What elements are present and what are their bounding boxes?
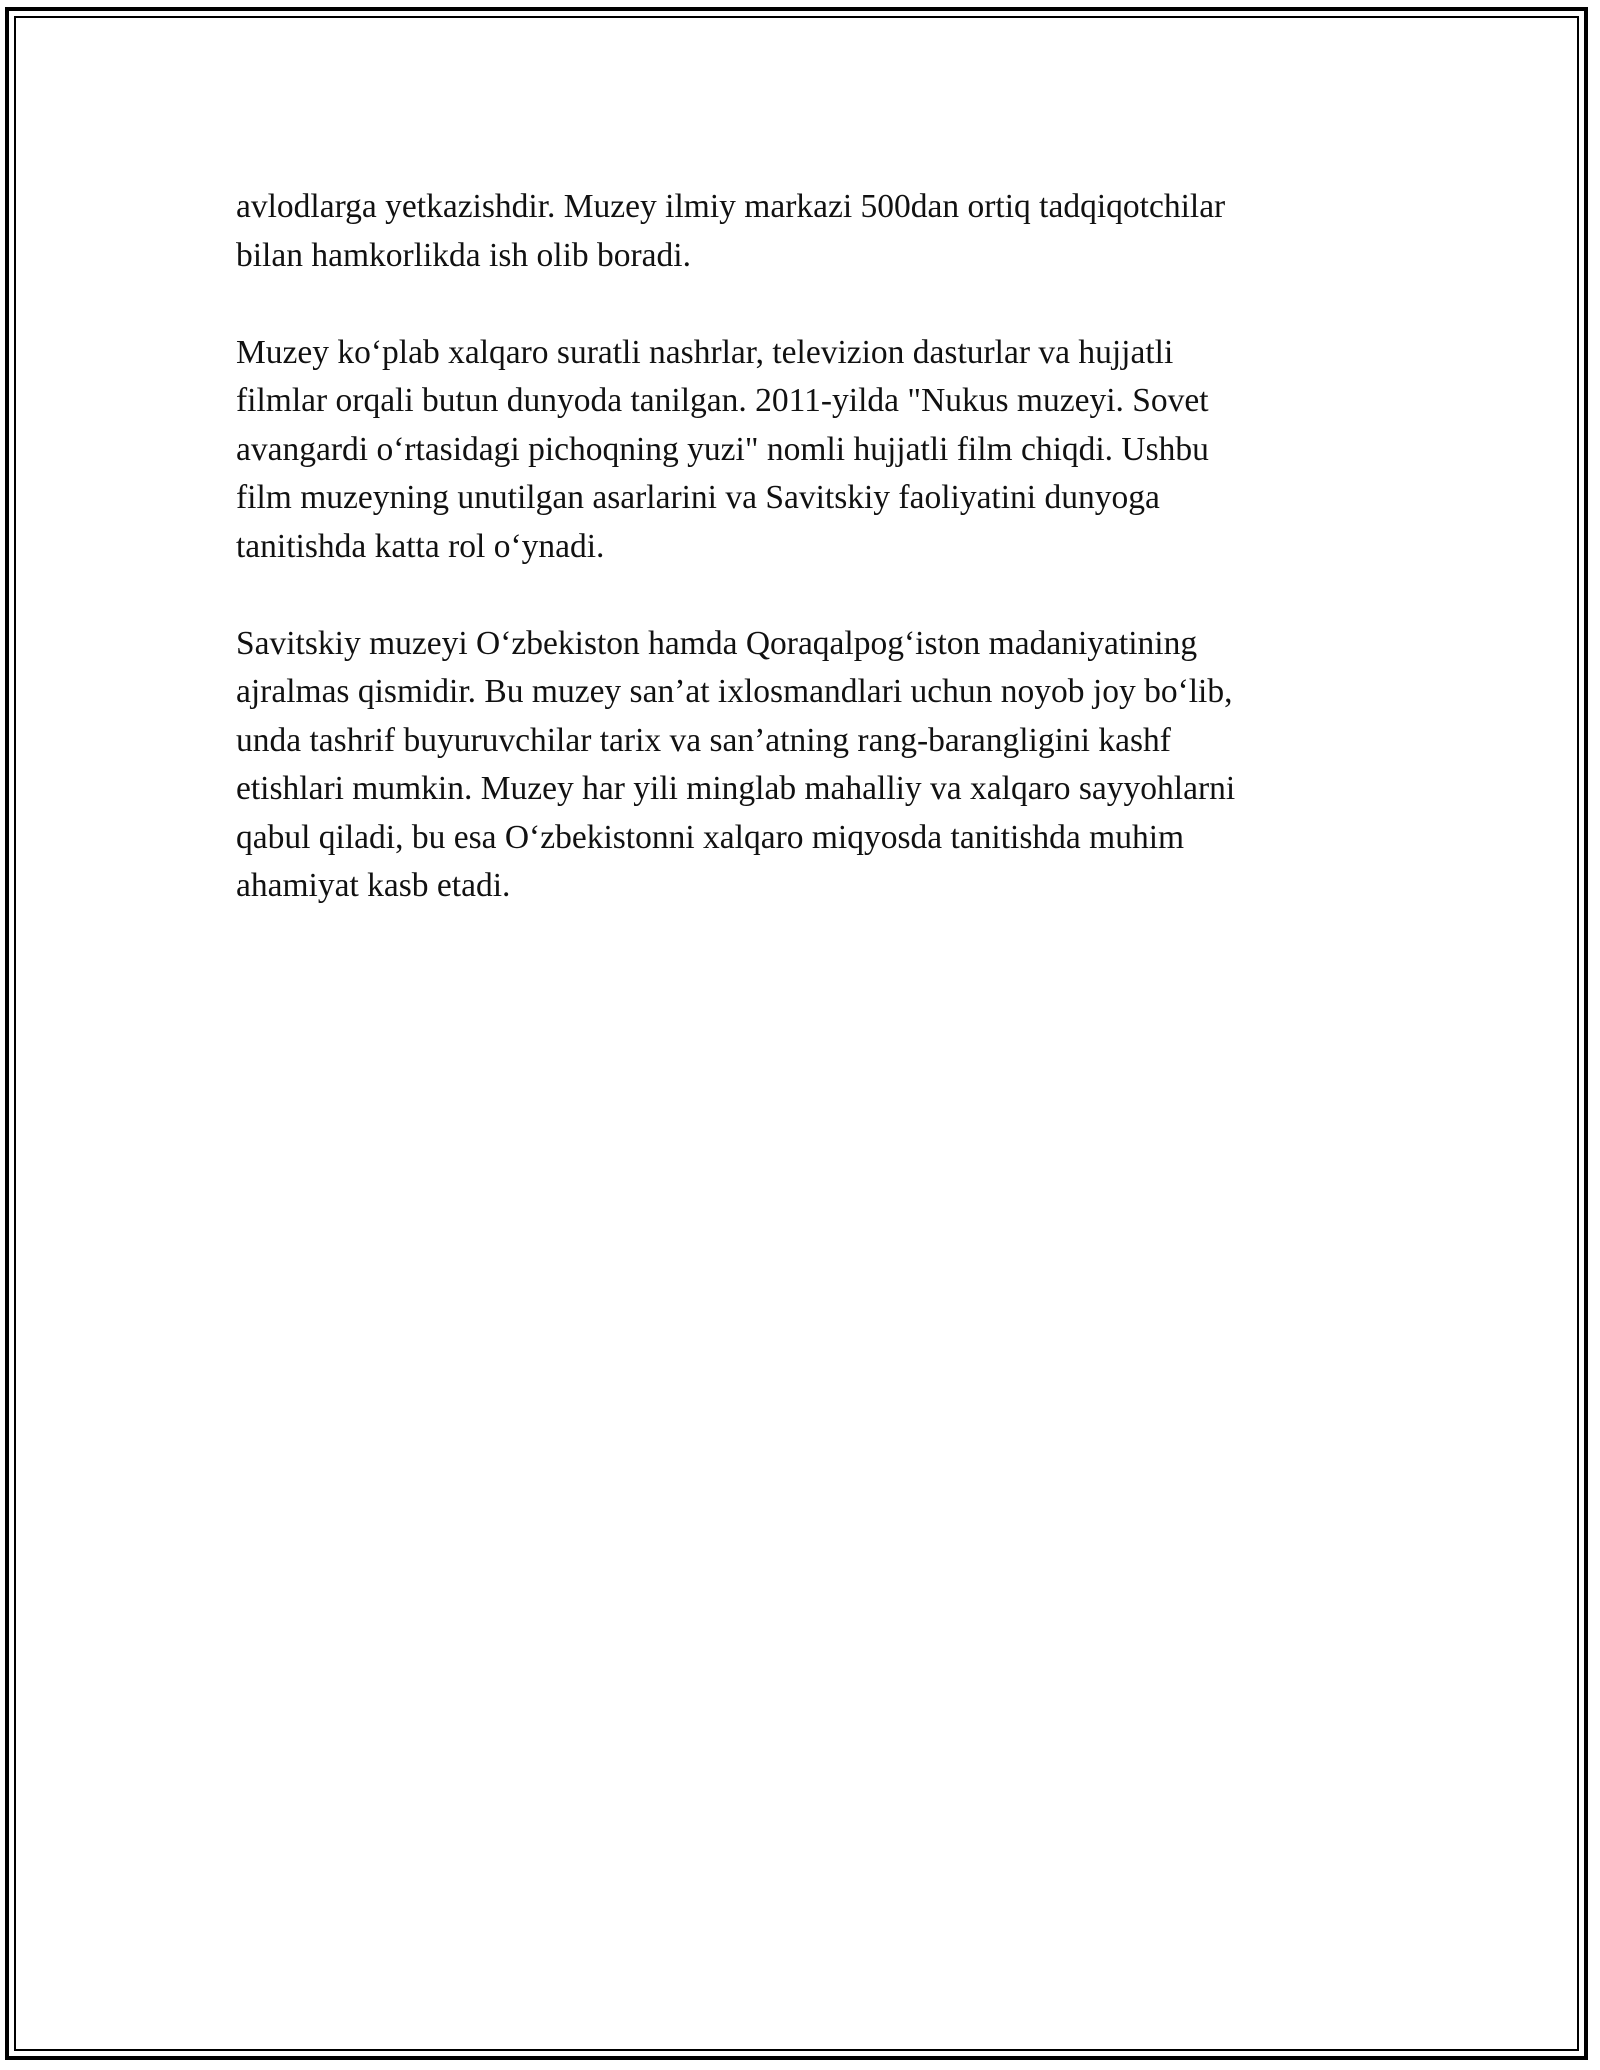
document-body [236,183,1360,959]
paragraph-museum-research-center: avlodlarga yetkazishdir. Muzey ilmiy markazi 500dan ortiq tadqiqotchilar bilan hamkorlikda ish olib boradi. [236,188,1226,274]
paragraph-museum-media-fame: Muzey ko‘plab xalqaro suratli nashrlar, televizion dasturlar va hujjatli filmlar orqali butun dunyoda tanilgan. 2011-yilda "Nukus muzeyi. Sovet avangardi o‘rtasidagi pichoqning yuzi" nomli hujjatli film chiqdi. Ushbu film muzeyning unutilgan asarlarini va Savitskiy faoliyatini dunyoga tanitishda katta rol o‘ynadi. [236,333,1209,565]
paragraph-museum-cultural-significance: Savitskiy muzeyi O‘zbekiston hamda Qoraqalpog‘iston madaniyatining ajralmas qismidir. Bu muzey san’at ixlosmandlari uchun noyob joy bo‘lib, unda tashrif buyuruvchilar tarix va san’atning rang-barangligini kashf etishlari mumkin. Muzey har yili minglab mahalliy va xalqaro sayyohlarni qabul qiladi, bu esa O‘zbekistonni xalqaro miqyosda tanitishda muhim ahamiyat kasb etadi. [236,624,1236,904]
